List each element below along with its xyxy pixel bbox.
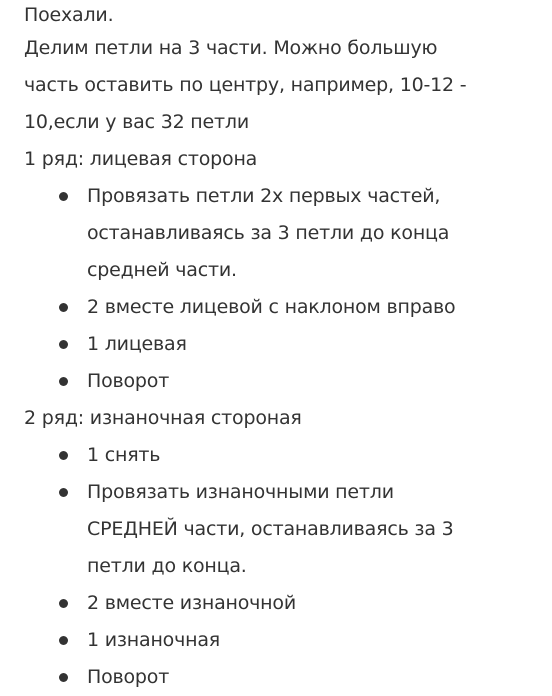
list-item-line: 2 вместе изнаночной bbox=[87, 592, 296, 614]
bullet-icon bbox=[59, 192, 68, 201]
list-item bbox=[24, 437, 532, 474]
intro-line: 10,если у вас 32 петли bbox=[24, 111, 249, 133]
document-body bbox=[24, 0, 532, 696]
intro-line: часть оставить по центру, например, 10-12 - bbox=[24, 74, 467, 96]
row1-list bbox=[24, 178, 532, 400]
list-item-line: Провязать петли 2х первых частей, bbox=[87, 185, 441, 207]
list-item-line: Поворот bbox=[87, 666, 170, 688]
intro-line: Делим петли на 3 части. Можно большую bbox=[24, 37, 438, 59]
list-item bbox=[24, 659, 532, 696]
list-item-line: Поворот bbox=[87, 370, 170, 392]
row2-heading: 2 ряд: изнаночная стороная bbox=[24, 407, 302, 429]
list-item-line: петли до конца. bbox=[87, 555, 247, 577]
bullet-icon bbox=[59, 599, 68, 608]
list-item-line: средней части. bbox=[87, 259, 237, 281]
list-item-line: 2 вместе лицевой с наклоном вправо bbox=[87, 296, 456, 318]
list-item bbox=[24, 326, 532, 363]
list-item-line: Провязать изнаночными петли bbox=[87, 481, 394, 503]
bullet-icon bbox=[59, 303, 68, 312]
list-item-line: 1 снять bbox=[87, 444, 161, 466]
list-item bbox=[24, 622, 532, 659]
list-item bbox=[24, 585, 532, 622]
list-item bbox=[24, 178, 532, 289]
list-item-line: 1 лицевая bbox=[87, 333, 187, 355]
list-item bbox=[24, 474, 532, 585]
list-item-line: останавливаясь за 3 петли до конца bbox=[87, 222, 450, 244]
list-item-line: 1 изнаночная bbox=[87, 629, 221, 651]
row2-list bbox=[24, 437, 532, 696]
bullet-icon bbox=[59, 673, 68, 682]
bullet-icon bbox=[59, 451, 68, 460]
list-item bbox=[24, 363, 532, 400]
bullet-icon bbox=[59, 488, 68, 497]
bullet-icon bbox=[59, 340, 68, 349]
intro-line: Поехали. bbox=[24, 4, 114, 26]
list-item-line: СРЕДНЕЙ части, останавливаясь за 3 bbox=[87, 518, 454, 540]
row1-heading: 1 ряд: лицевая сторона bbox=[24, 148, 258, 170]
bullet-icon bbox=[59, 636, 68, 645]
list-item bbox=[24, 289, 532, 326]
bullet-icon bbox=[59, 377, 68, 386]
